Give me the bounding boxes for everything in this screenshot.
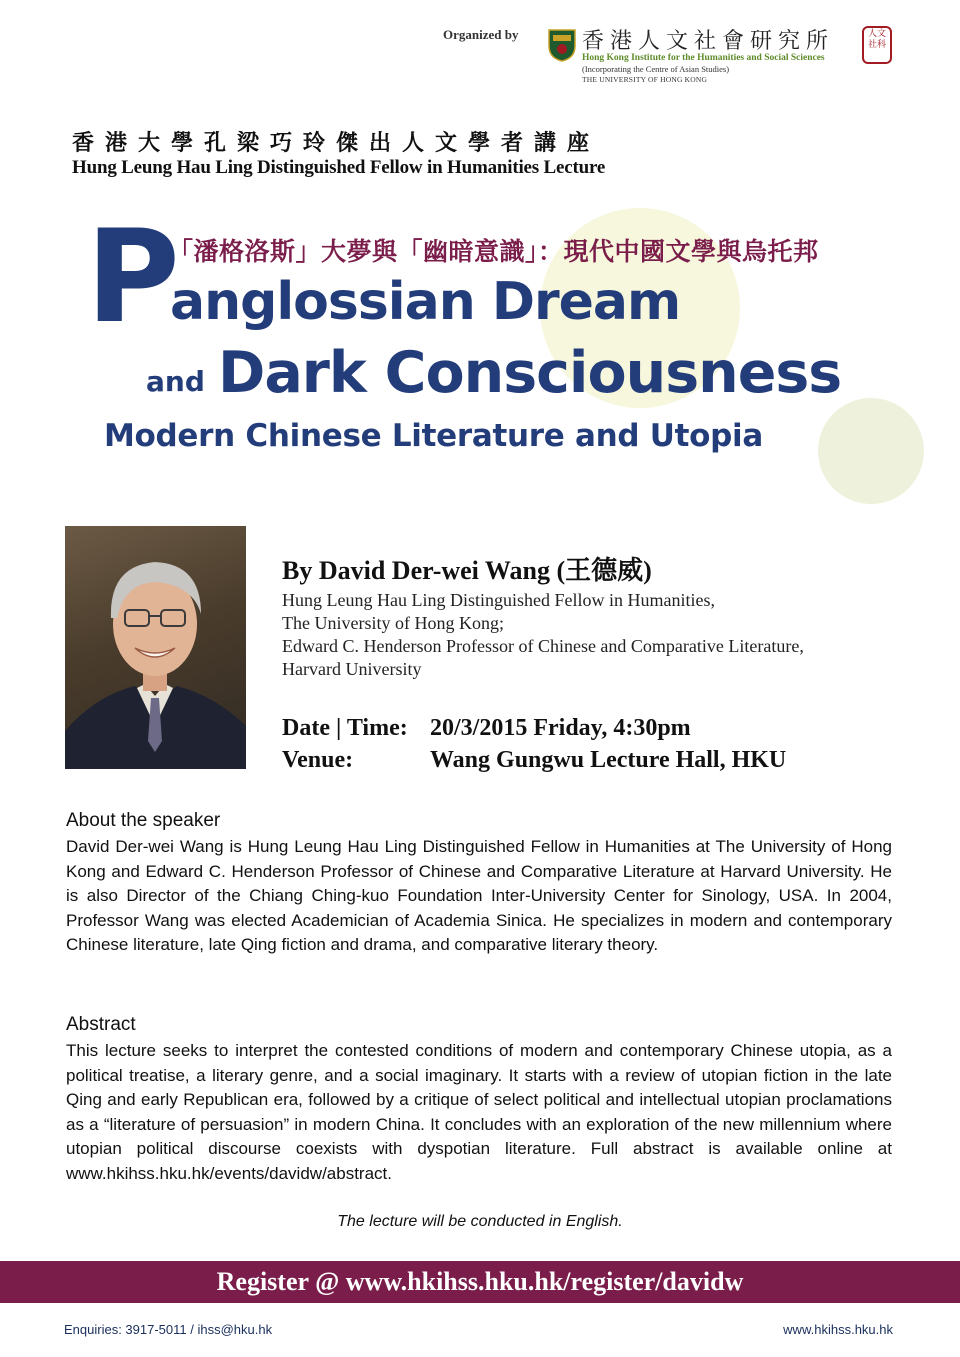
affiliation-line: Hung Leung Hau Ling Distinguished Fellow in Humanities, — [282, 590, 715, 610]
organizer-name-chinese: 香港人文社會研究所 — [582, 29, 835, 54]
organizer-university: THE UNIVERSITY OF HONG KONG — [582, 75, 708, 84]
affiliation-line: The University of Hong Kong; — [282, 613, 504, 633]
venue-value: Wang Gungwu Lecture Hall, HKU — [430, 747, 787, 773]
venue-row — [282, 747, 786, 774]
organizer-subtitle: (Incorporating the Centre of Asian Studies) — [582, 64, 730, 74]
venue-label: Venue: — [282, 747, 354, 773]
register-link[interactable]: Register @ www.hkihss.hku.hk/register/davidw — [0, 1261, 960, 1303]
organizer-label: Organized by — [443, 27, 519, 42]
title-and: and — [146, 365, 205, 398]
decorative-circle-small — [818, 398, 924, 504]
title-line-2: Dark Consciousness — [218, 340, 842, 406]
datetime-row — [282, 715, 691, 742]
datetime-value: 20/3/2015 Friday, 4:30pm — [430, 715, 691, 741]
title-chinese: 「潘格洛斯」大夢與「幽暗意識」：現代中國文學與烏托邦 — [168, 237, 819, 266]
abstract-text: This lecture seeks to interpret the contested conditions of modern and contemporary Chinese utopia, as a political treatise, a literary genre, and a social imaginary. It starts with a review of utopian fiction in the late Qing and early Republican era, followed by a critique of select political and intellectual utopian proclamations as a “literature of persuasion” in modern China. It concludes with an exploration of the new millennium where utopian political discourse coexists with dyspotian literature. Full abstract is available online at www.hkihss.hku.hk/events/davidw/abstract. — [66, 1041, 892, 1183]
abstract-heading: Abstract — [66, 1014, 136, 1035]
speaker-affiliation — [282, 589, 912, 681]
speaker-name: By David Der-wei Wang (王德威) — [282, 556, 652, 585]
organizer-name-english: Hong Kong Institute for the Humanities and Social Sciences — [582, 53, 825, 63]
datetime-label: Date | Time: — [282, 715, 408, 741]
title-initial-letter: P — [86, 203, 180, 352]
organizer-seal-icon: 人文社科 — [862, 26, 892, 64]
affiliation-line: Edward C. Henderson Professor of Chinese and Comparative Literature, — [282, 636, 804, 656]
title-subtitle: Modern Chinese Literature and Utopia — [104, 418, 763, 454]
about-heading: About the speaker — [66, 810, 221, 831]
language-note: The lecture will be conducted in English. — [337, 1213, 623, 1230]
series-title-chinese: 香港大學孔梁巧玲傑出人文學者講座 — [72, 130, 601, 156]
hku-crest-icon — [547, 28, 577, 62]
affiliation-line: Harvard University — [282, 659, 422, 679]
website-link[interactable]: www.hkihss.hku.hk — [783, 1322, 893, 1337]
title-line-1: anglossian Dream — [170, 272, 681, 332]
about-text: David Der-wei Wang is Hung Leung Hau Ling Distinguished Fellow in Humanities at The University of Hong Kong and Edward C. Henderson Professor of Chinese and Comparative Literature at Harvard University. He is also Director of the Chiang Ching-kuo Foundation Inter-University Center for Sinology, USA. In 2004, Professor Wang was elected Academician of Academia Sinica. He specializes in modern and contemporary Chinese literature, late Qing fiction and drama, and comparative literary theory. — [66, 837, 892, 955]
series-title-english: Hung Leung Hau Ling Distinguished Fellow in Humanities Lecture — [72, 157, 606, 178]
speaker-photo — [65, 526, 246, 769]
enquiries-text: Enquiries: 3917-5011 / ihss@hku.hk — [64, 1322, 273, 1337]
